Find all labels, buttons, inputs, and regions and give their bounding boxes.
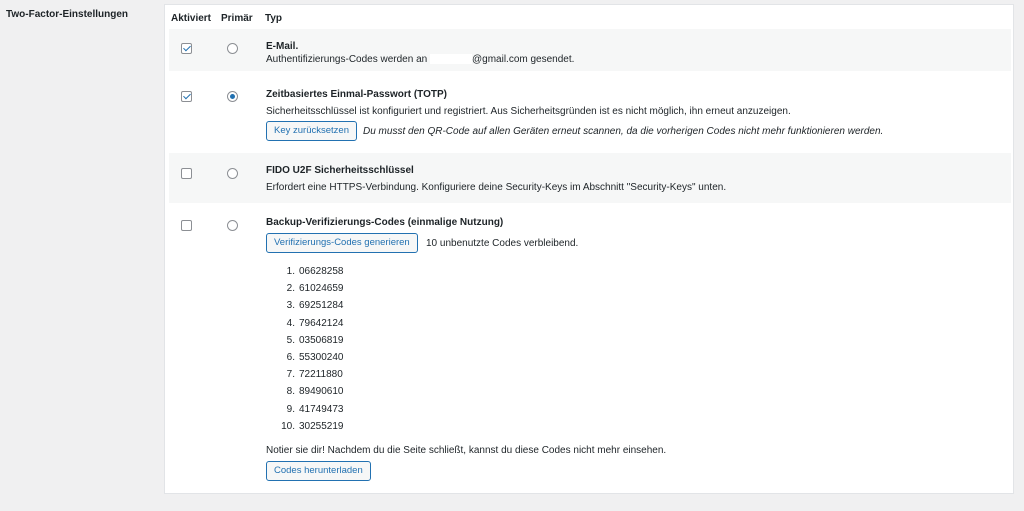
provider-row-backup-codes <box>169 205 1011 490</box>
backup-code-number: 7. <box>286 369 295 381</box>
generate-codes-button[interactable]: Verifizierungs-Codes generieren <box>266 233 418 253</box>
totp-reset-note: Du musst den QR-Code auf allen Geräten erneut scannen, da die vorherigen Codes nicht mehr funktionieren werden. <box>363 126 884 137</box>
backup-code-item <box>273 383 344 400</box>
section-label: Two-Factor-Einstellungen <box>6 9 129 20</box>
backup-code-value: 69251284 <box>299 300 344 312</box>
provider-row-email <box>169 29 1011 71</box>
fido-primary-radio[interactable] <box>227 168 238 179</box>
reset-key-button[interactable]: Key zurücksetzen <box>266 121 357 141</box>
fido-description: Erfordert eine HTTPS-Verbindung. Konfiguriere deine Security-Keys im Abschnitt "Security-Keys" unten. <box>266 182 727 193</box>
totp-description: Sicherheitsschlüssel ist konfiguriert und registriert. Aus Sicherheitsgründen ist es nicht möglich, ihn erneut anzuzeigen. <box>266 106 791 117</box>
backup-code-number: 6. <box>286 351 295 363</box>
backup-code-item <box>273 297 344 314</box>
backup-code-number: 4. <box>286 317 295 329</box>
backup-code-number: 2. <box>286 283 295 295</box>
backup-code-value: 79642124 <box>299 317 344 329</box>
backup-code-item <box>273 280 344 297</box>
backup-code-item <box>273 366 344 383</box>
backup-code-value: 30255219 <box>299 420 344 432</box>
backup-code-item <box>273 332 344 349</box>
backup-code-number: 9. <box>286 403 295 415</box>
header-primary: Primär <box>221 13 253 24</box>
backup-code-item <box>273 401 344 418</box>
totp-title: Zeitbasiertes Einmal-Passwort (TOTP) <box>266 89 447 100</box>
backup-code-value: 03506819 <box>299 334 344 346</box>
backup-codes-list <box>273 263 344 435</box>
backup-code-item <box>273 418 344 435</box>
email-desc-prefix: Authentifizierungs-Codes werden an <box>266 54 428 65</box>
two-factor-panel <box>164 4 1014 494</box>
provider-row-fido <box>169 153 1011 203</box>
backup-code-number: 5. <box>286 334 295 346</box>
email-enabled-checkbox[interactable] <box>181 43 192 54</box>
backup-code-number: 3. <box>286 300 295 312</box>
backup-code-item <box>273 349 344 366</box>
backup-code-value: 72211880 <box>299 369 343 381</box>
codes-remaining: 10 unbenutzte Codes verbleibend. <box>426 238 579 249</box>
totp-enabled-checkbox[interactable] <box>181 91 192 102</box>
backup-code-number: 1. <box>286 266 295 277</box>
email-description <box>266 54 574 65</box>
backup-code-value: 41749473 <box>299 403 344 415</box>
provider-row-totp <box>169 81 1011 151</box>
email-title: E-Mail. <box>266 41 299 52</box>
backup-code-value: 06628258 <box>299 266 344 277</box>
backup-enabled-checkbox[interactable] <box>181 220 192 231</box>
backup-code-number: 10. <box>281 420 295 432</box>
backup-code-item <box>273 315 344 332</box>
backup-code-number: 8. <box>286 386 295 398</box>
backup-code-item <box>273 263 344 280</box>
backup-code-value: 89490610 <box>299 386 344 398</box>
fido-title: FIDO U2F Sicherheitsschlüssel <box>266 165 414 176</box>
header-enabled: Aktiviert <box>171 13 212 24</box>
backup-title: Backup-Verifizierungs-Codes (einmalige Nutzung) <box>266 217 504 228</box>
totp-primary-radio[interactable] <box>227 91 238 102</box>
header-type: Typ <box>265 13 283 24</box>
redacted-email <box>430 54 472 64</box>
download-codes-button[interactable]: Codes herunterladen <box>266 461 371 481</box>
backup-primary-radio[interactable] <box>227 220 238 231</box>
codes-notice: Notier sie dir! Nachdem du die Seite schließt, kannst du diese Codes nicht mehr einsehen. <box>266 445 667 456</box>
email-primary-radio[interactable] <box>227 43 238 54</box>
backup-code-value: 61024659 <box>299 283 344 295</box>
backup-code-value: 55300240 <box>299 351 344 363</box>
email-desc-suffix: @gmail.com gesendet. <box>472 54 575 65</box>
fido-enabled-checkbox[interactable] <box>181 168 192 179</box>
